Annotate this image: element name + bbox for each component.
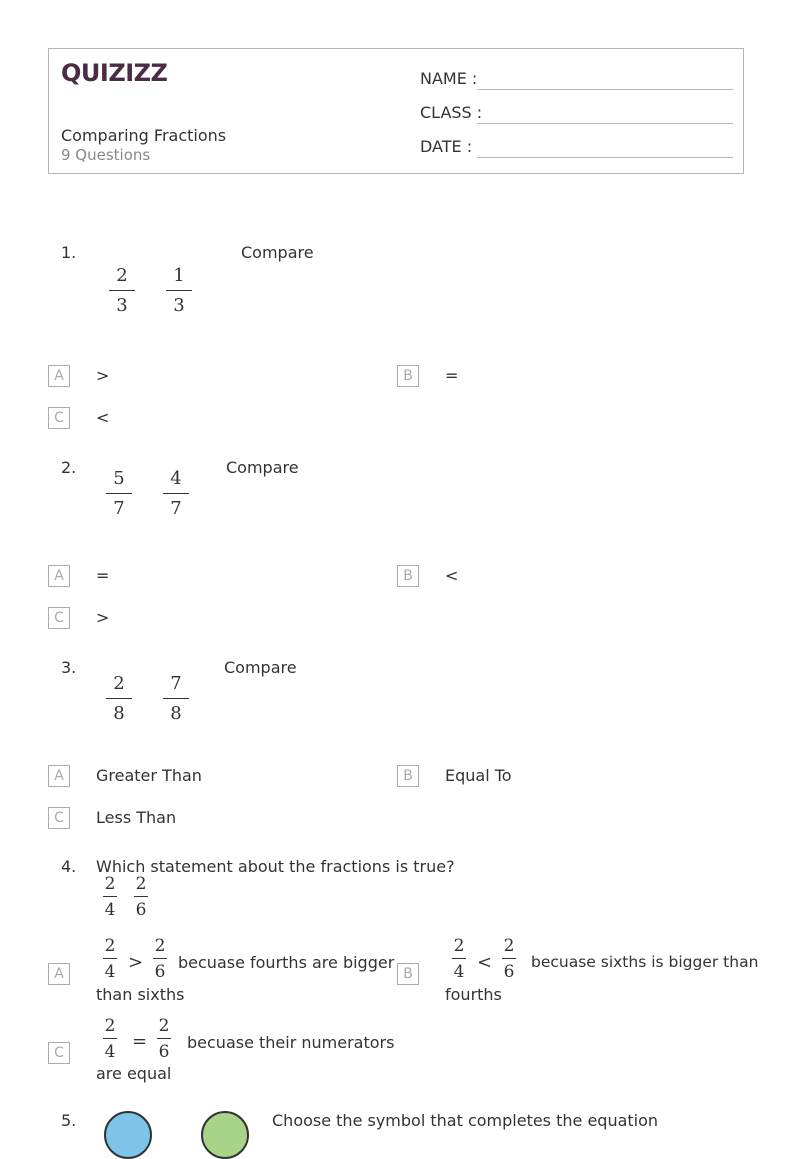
fraction-bar <box>502 958 516 959</box>
fraction-bar <box>163 698 189 699</box>
option-a-text[interactable]: > <box>96 366 110 385</box>
numerator: 2 <box>113 673 125 694</box>
denominator: 8 <box>170 703 182 724</box>
less-than-symbol: < <box>477 952 493 973</box>
name-label: NAME : <box>420 69 478 88</box>
option-c-box[interactable]: C <box>48 607 70 629</box>
equals-symbol: = <box>132 1031 148 1052</box>
option-b-box[interactable]: B <box>397 365 419 387</box>
fraction <box>162 673 190 725</box>
worksheet-header <box>48 48 744 174</box>
fraction-bar <box>153 958 167 959</box>
numerator: 1 <box>173 265 185 286</box>
denominator: 6 <box>154 962 166 982</box>
date-label: DATE : <box>420 137 473 156</box>
question-number: 4. <box>61 857 77 876</box>
option-c-text[interactable]: Less Than <box>96 808 177 827</box>
option-b-text-continued[interactable]: fourths <box>445 985 502 1004</box>
option-c-box[interactable]: C <box>48 407 70 429</box>
question-text: Compare <box>224 658 297 677</box>
fraction <box>101 874 119 920</box>
option-c-text-continued[interactable]: are equal <box>96 1064 172 1083</box>
denominator: 4 <box>104 962 116 982</box>
fraction-bar <box>166 290 192 291</box>
fraction <box>151 936 169 982</box>
fraction <box>108 265 136 317</box>
fraction-bar <box>163 493 189 494</box>
greater-than-symbol: > <box>128 952 144 973</box>
question-count: 9 Questions <box>61 146 151 164</box>
fraction-bar <box>106 493 132 494</box>
fraction-bar <box>157 1038 171 1039</box>
option-b-text[interactable]: = <box>445 366 459 385</box>
numerator: 2 <box>104 874 116 894</box>
fraction <box>132 874 150 920</box>
denominator: 6 <box>503 962 515 982</box>
question-text: Compare <box>241 243 314 262</box>
denominator: 8 <box>113 703 125 724</box>
fraction-bar <box>103 958 117 959</box>
quizizz-logo: QUIZIZZ <box>61 59 168 87</box>
option-a-box[interactable]: A <box>48 963 70 985</box>
numerator: 5 <box>113 468 125 489</box>
option-b-text[interactable]: becuase sixths is bigger than <box>531 953 759 971</box>
option-a-text[interactable]: = <box>96 566 110 585</box>
option-a-text[interactable]: Greater Than <box>96 766 202 785</box>
worksheet-title: Comparing Fractions <box>61 126 227 145</box>
fraction-circle-image <box>201 1111 249 1159</box>
date-field[interactable] <box>477 157 733 158</box>
option-b-text[interactable]: < <box>445 566 459 585</box>
option-b-box[interactable]: B <box>397 565 419 587</box>
option-c-box[interactable]: C <box>48 1042 70 1064</box>
denominator: 3 <box>173 295 185 316</box>
fraction-bar <box>103 896 117 897</box>
option-a-text[interactable]: becuase fourths are bigger <box>178 953 395 972</box>
fraction <box>101 1016 119 1062</box>
denominator: 6 <box>135 900 147 920</box>
option-c-text[interactable]: becuase their numerators <box>187 1033 395 1052</box>
fraction <box>101 936 119 982</box>
denominator: 4 <box>104 900 116 920</box>
numerator: 4 <box>170 468 182 489</box>
option-c-text[interactable]: < <box>96 408 110 427</box>
class-field[interactable] <box>477 123 733 124</box>
numerator: 2 <box>104 1016 116 1036</box>
fraction-bar <box>134 896 148 897</box>
option-a-box[interactable]: A <box>48 765 70 787</box>
fraction <box>165 265 193 317</box>
numerator: 2 <box>116 265 128 286</box>
question-text: Choose the symbol that completes the equation <box>272 1111 659 1130</box>
option-a-text-continued[interactable]: than sixths <box>96 985 185 1004</box>
fraction <box>105 468 133 520</box>
fraction-bar <box>103 1038 117 1039</box>
numerator: 2 <box>158 1016 170 1036</box>
fraction <box>105 673 133 725</box>
denominator: 6 <box>158 1042 170 1062</box>
denominator: 7 <box>113 498 125 519</box>
numerator: 2 <box>135 874 147 894</box>
denominator: 3 <box>116 295 128 316</box>
question-number: 5. <box>61 1111 77 1130</box>
fraction-bar <box>109 290 135 291</box>
option-a-box[interactable]: A <box>48 365 70 387</box>
numerator: 7 <box>170 673 182 694</box>
numerator: 2 <box>503 936 515 956</box>
name-field[interactable] <box>477 89 733 90</box>
fraction-circle-image <box>104 1111 152 1159</box>
question-text: Compare <box>226 458 299 477</box>
option-c-box[interactable]: C <box>48 807 70 829</box>
question-number: 1. <box>61 243 77 262</box>
fraction-bar <box>106 698 132 699</box>
denominator: 4 <box>453 962 465 982</box>
numerator: 2 <box>453 936 465 956</box>
fraction-bar <box>452 958 466 959</box>
numerator: 2 <box>154 936 166 956</box>
option-b-text[interactable]: Equal To <box>445 766 512 785</box>
question-number: 3. <box>61 658 77 677</box>
fraction <box>500 936 518 982</box>
fraction <box>450 936 468 982</box>
option-b-box[interactable]: B <box>397 963 419 985</box>
fraction <box>155 1016 173 1062</box>
denominator: 7 <box>170 498 182 519</box>
class-label: CLASS : <box>420 103 483 122</box>
question-text: Which statement about the fractions is true? <box>96 857 455 876</box>
fraction <box>162 468 190 520</box>
option-a-box[interactable]: A <box>48 565 70 587</box>
option-b-box[interactable]: B <box>397 765 419 787</box>
question-number: 2. <box>61 458 77 477</box>
option-c-text[interactable]: > <box>96 608 110 627</box>
denominator: 4 <box>104 1042 116 1062</box>
numerator: 2 <box>104 936 116 956</box>
